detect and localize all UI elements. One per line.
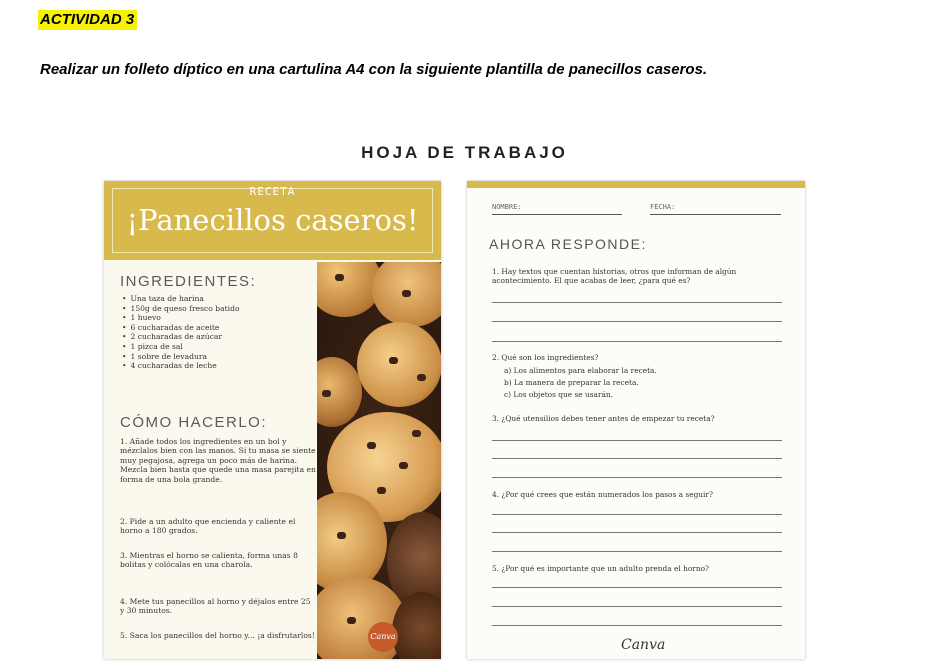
- ingredient-item: • 4 cucharadas de leche: [122, 361, 317, 371]
- instructions: Realizar un folleto díptico en una cartulina A4 con la siguiente plantilla de panecillos caseros.: [40, 61, 708, 78]
- name-label: NOMBRE:: [492, 203, 522, 211]
- recipe-title: ¡Panecillos caseros!: [126, 203, 419, 237]
- question-2-option: a) Los alimentos para elaborar la receta.: [504, 366, 657, 375]
- answer-line[interactable]: [492, 551, 782, 552]
- worksheet-title: HOJA DE TRABAJO: [361, 143, 568, 162]
- recipe-label: RECETA: [249, 185, 296, 198]
- name-line[interactable]: [492, 214, 622, 215]
- answer-line[interactable]: [492, 321, 782, 322]
- step-item: 3. Mientras el horno se calienta, forma unas 8 bolitas y colócalas en una charola.: [120, 551, 298, 570]
- step-item: 1. Añade todos los ingredientes en un bol y mézclalos bien con las manos. Si tu masa se siente muy pegajosa, agrega un poco más de harina. Mezcla bien hasta que quede una masa parejita en forma de una bola grande.: [120, 437, 316, 484]
- step-item: 4. Mete tus panecillos al horno y déjalos entre 25 y 30 minutos.: [120, 597, 311, 616]
- worksheet-card: [467, 181, 805, 659]
- answer-line[interactable]: [492, 587, 782, 588]
- worksheet-top-bar: [467, 181, 805, 188]
- ingredient-item: • 1 pizca de sal: [122, 342, 317, 352]
- answer-line[interactable]: [492, 477, 782, 478]
- recipe-card: [104, 181, 441, 659]
- question-5: 5. ¿Por qué es importante que un adulto prenda el horno?: [492, 564, 710, 573]
- respond-heading: AHORA RESPONDE:: [489, 236, 647, 252]
- ingredient-item: • 1 sobre de levadura: [122, 352, 317, 362]
- canva-logo: Canva: [368, 622, 398, 652]
- ingredient-item: • 150g de queso fresco batido: [122, 304, 317, 314]
- answer-line[interactable]: [492, 341, 782, 342]
- step-item: 2. Pide a un adulto que encienda y caliente el horno a 180 grados.: [120, 517, 296, 536]
- answer-line[interactable]: [492, 514, 782, 515]
- ingredient-item: • 6 cucharadas de aceite: [122, 323, 317, 333]
- answer-line[interactable]: [492, 440, 782, 441]
- activity-title: ACTIVIDAD 3: [38, 10, 137, 30]
- question-2-option: c) Los objetos que se usarán.: [504, 390, 614, 399]
- question-2: 2. Qué son los ingredientes?: [492, 353, 599, 362]
- answer-line[interactable]: [492, 532, 782, 533]
- question-4: 4. ¿Por qué crees que están numerados los pasos a seguir?: [492, 490, 713, 499]
- ingredient-item: • Una taza de harina: [122, 294, 317, 304]
- question-2-option: b) La manera de preparar la receta.: [504, 378, 639, 387]
- canva-logo: Canva: [621, 637, 666, 653]
- muffins-photo: [317, 262, 441, 659]
- date-line[interactable]: [650, 214, 781, 215]
- method-heading: CÓMO HACERLO:: [120, 414, 268, 431]
- question-1: 1. Hay textos que cuentan historias, otros que informan de algún acontecimiento. El que acabas de leer, ¿para qué es?: [492, 267, 737, 286]
- question-3: 3. ¿Qué utensilios debes tener antes de empezar tu receta?: [492, 414, 715, 423]
- answer-line[interactable]: [492, 606, 782, 607]
- ingredient-item: • 1 huevo: [122, 313, 317, 323]
- ingredients-heading: INGREDIENTES:: [120, 273, 257, 290]
- step-item: 5. Saca los panecillos del horno y... ¡a disfrutarlos!: [120, 631, 315, 640]
- answer-line[interactable]: [492, 302, 782, 303]
- answer-line[interactable]: [492, 625, 782, 626]
- date-label: FECHA:: [650, 203, 676, 211]
- ingredient-item: • 2 cucharadas de azúcar: [122, 332, 317, 342]
- recipe-header: [104, 181, 441, 260]
- ingredients-list: [122, 294, 317, 371]
- answer-line[interactable]: [492, 458, 782, 459]
